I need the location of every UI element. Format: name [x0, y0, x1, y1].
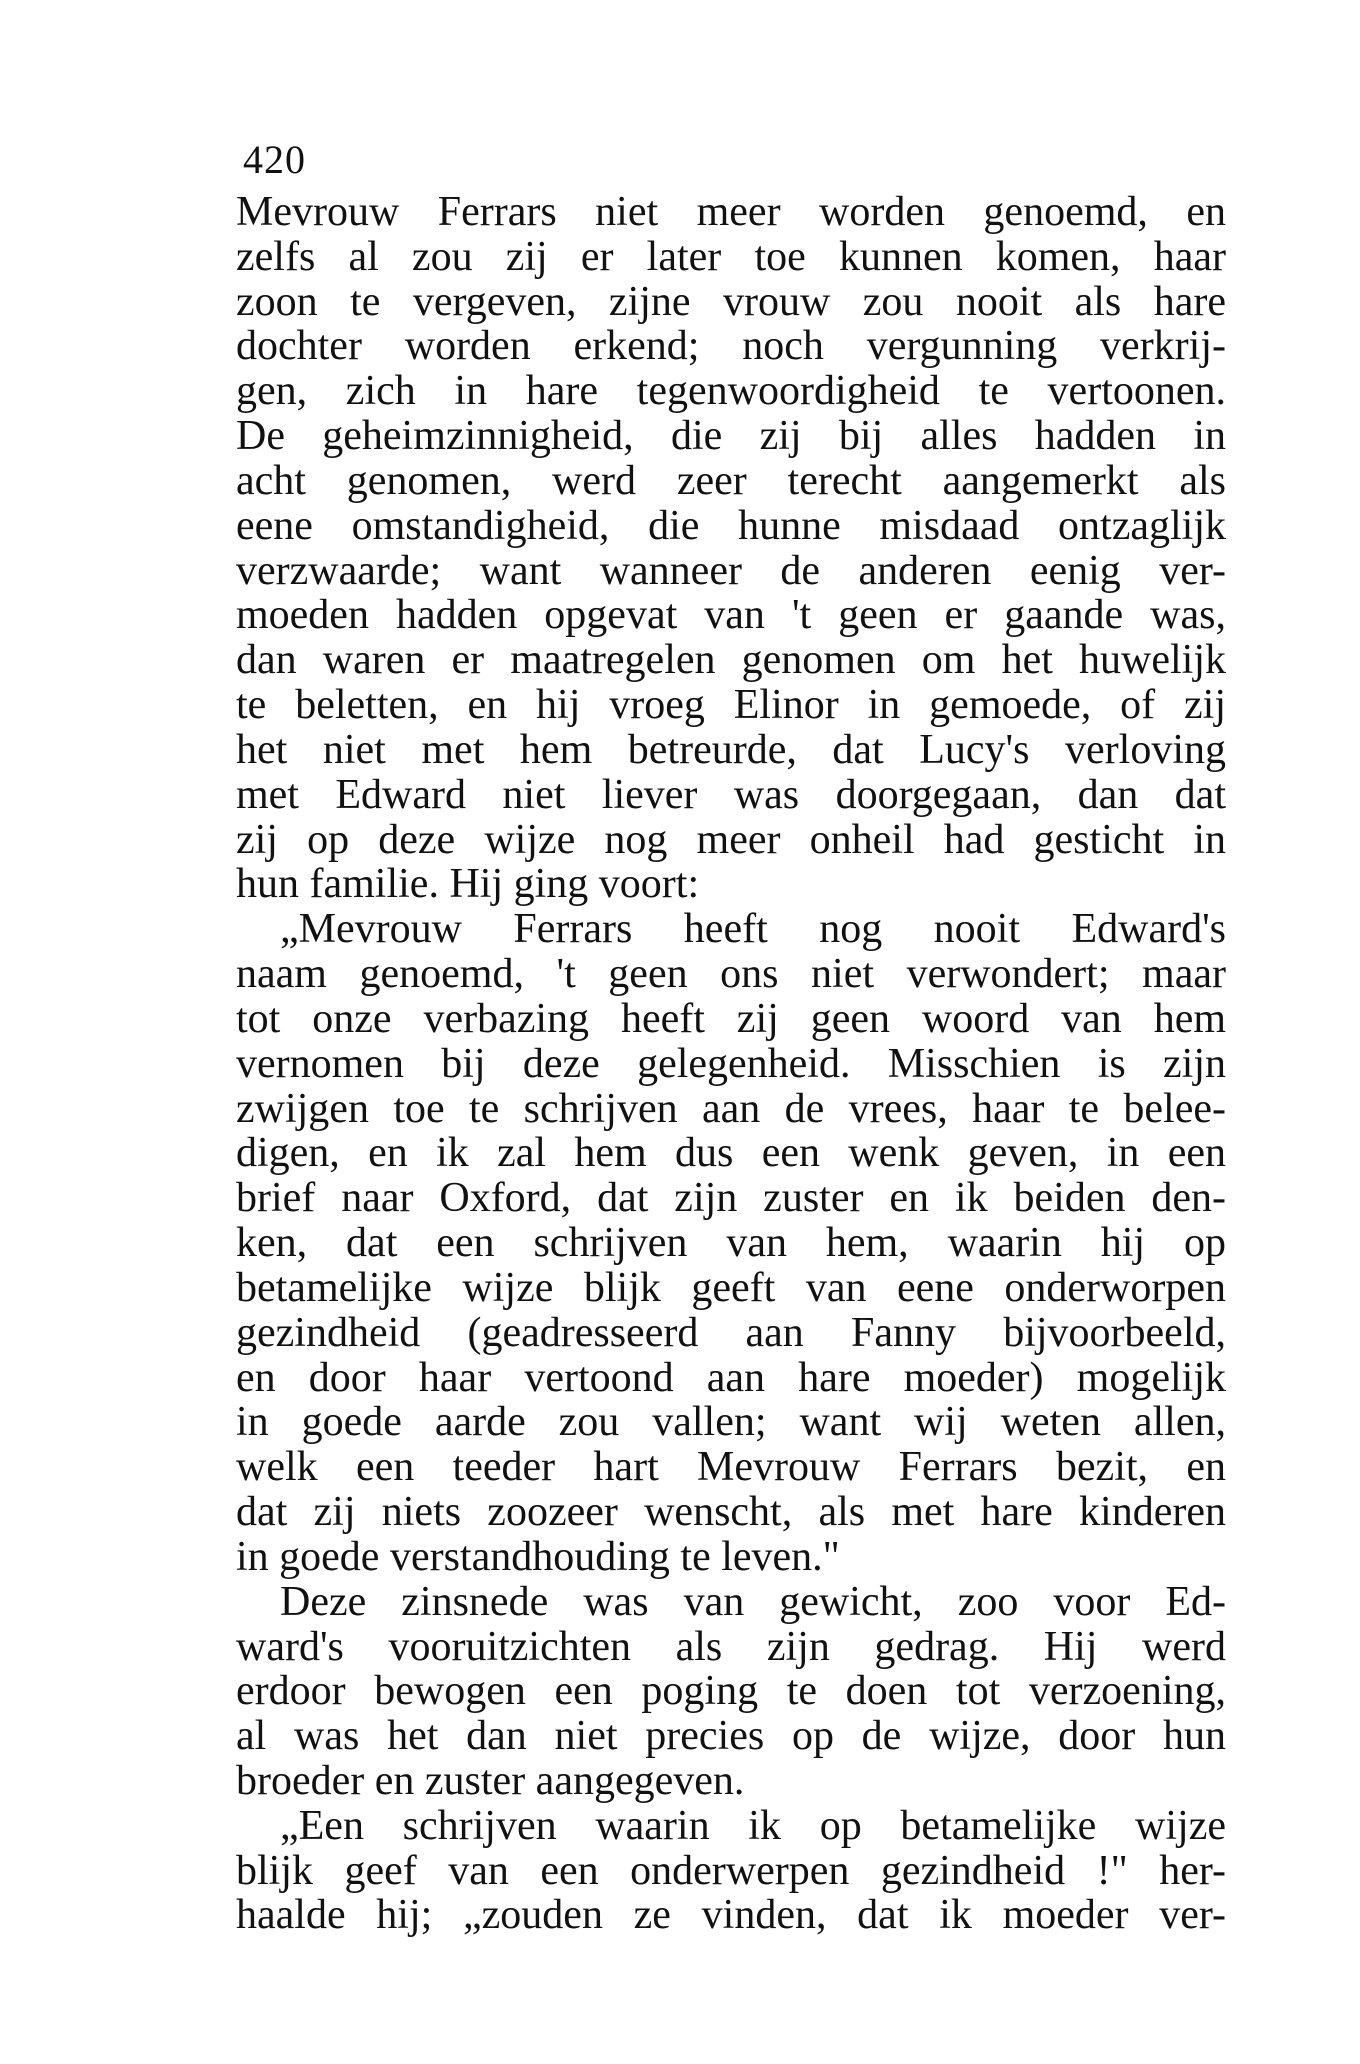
text-line: zij op deze wijze nog meer onheil had gesticht in — [236, 816, 1226, 863]
text-line: „Mevrouw Ferrars heeft nog nooit Edward's — [280, 906, 1226, 953]
text-line: hun familie. Hij ging voort: — [236, 861, 700, 908]
text-line: Deze zinsnede was van gewicht, zoo voor Ed- — [280, 1578, 1226, 1625]
text-line: betamelijke wijze blijk geeft van eene onderworpen — [236, 1264, 1226, 1311]
text-line: haalde hij; „zouden ze vinden, dat ik moeder ver- — [236, 1892, 1226, 1939]
text-line: met Edward niet liever was doorgegaan, dan dat — [236, 771, 1226, 818]
text-line: brief naar Oxford, dat zijn zuster en ik beiden den- — [236, 1175, 1226, 1222]
text-line: zoon te vergeven, zijne vrouw zou nooit als hare — [236, 278, 1226, 325]
text-line: gen, zich in hare tegenwoordigheid te vertoonen. — [236, 368, 1226, 415]
text-line: Mevrouw Ferrars niet meer worden genoemd, en — [236, 189, 1226, 235]
body-text — [236, 190, 1226, 1938]
text-line: dan waren er maatregelen genomen om het huwelijk — [236, 637, 1226, 684]
text-line: het niet met hem betreurde, dat Lucy's verloving — [236, 726, 1226, 773]
text-line: ward's vooruitzichten als zijn gedrag. Hij werd — [236, 1623, 1226, 1670]
text-line: in goede verstandhouding te leven." — [236, 1533, 840, 1580]
text-line: al was het dan niet precies op de wijze, door hun — [236, 1713, 1226, 1760]
text-line: en door haar vertoond aan hare moeder) mogelijk — [236, 1354, 1226, 1401]
text-line: welk een teeder hart Mevrouw Ferrars bezit, en — [236, 1444, 1226, 1491]
text-line: moeden hadden opgevat van 't geen er gaande was, — [236, 592, 1226, 639]
text-line: „Een schrijven waarin ik op betamelijke wijze — [280, 1802, 1226, 1849]
text-line: naam genoemd, 't geen ons niet verwondert; maar — [236, 951, 1226, 998]
text-line: broeder en zuster aangegeven. — [236, 1757, 745, 1804]
text-line: erdoor bewogen een poging te doen tot verzoening, — [236, 1668, 1226, 1715]
text-line: dat zij niets zoozeer wenscht, als met hare kinderen — [236, 1489, 1226, 1536]
page-number: 420 — [243, 137, 306, 182]
text-line: digen, en ik zal hem dus een wenk geven, in een — [236, 1130, 1226, 1177]
text-line: vernomen bij deze gelegenheid. Misschien is zijn — [236, 1040, 1226, 1087]
text-line: verzwaarde; want wanneer de anderen eenig ver- — [236, 547, 1226, 594]
text-line: eene omstandigheid, die hunne misdaad ontzaglijk — [236, 502, 1226, 549]
text-line: dochter worden erkend; noch vergunning verkrij- — [236, 323, 1226, 370]
text-line: tot onze verbazing heeft zij geen woord van hem — [236, 995, 1226, 1042]
text-line: zelfs al zou zij er later toe kunnen komen, haar — [236, 233, 1226, 280]
text-line: te beletten, en hij vroeg Elinor in gemoede, of zij — [236, 682, 1226, 729]
text-line: ken, dat een schrijven van hem, waarin hij op — [236, 1220, 1226, 1267]
text-line: in goede aarde zou vallen; want wij weten allen, — [236, 1399, 1226, 1446]
text-line: gezindheid (geadresseerd aan Fanny bijvoorbeeld, — [236, 1309, 1226, 1356]
text-line: acht genomen, werd zeer terecht aangemerkt als — [236, 457, 1226, 504]
text-line: blijk geef van een onderwerpen gezindheid !" her- — [236, 1847, 1226, 1894]
text-line: De geheimzinnigheid, die zij bij alles hadden in — [236, 413, 1226, 460]
text-line: zwijgen toe te schrijven aan de vrees, haar te belee- — [236, 1085, 1226, 1132]
